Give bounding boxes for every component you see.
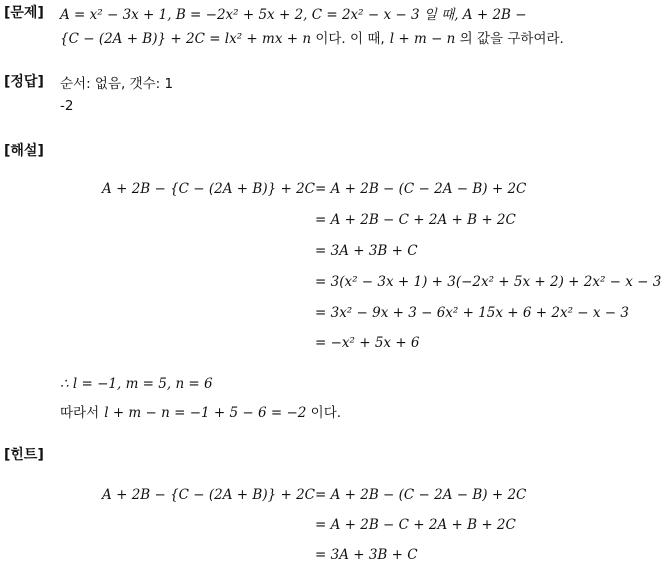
problem-expression: l + m − n [389,31,456,47]
problem-text-1: 이다. 이 때, [311,31,385,47]
problem-equation: {C − (2A + B)} + 2C = lx² + mx + n [60,31,312,47]
problem-text-2: 의 값을 구하여라. [455,31,564,47]
solution-step: = A + 2B − C + 2A + B + 2C [315,212,516,228]
solution-step: = 3A + 3B + C [315,243,418,259]
solution-lhs: A + 2B − {C − (2A + B)} + 2C [102,181,315,197]
problem-line-1: A = x² − 3x + 1, B = −2x² + 5x + 2, C = 2x² − x − 3 일 때, A + 2B − [60,7,527,23]
problem-tag: [문제] [4,5,44,21]
solution-conclusion [60,401,341,421]
hint-step: = A + 2B − (C − 2A − B) + 2C [315,487,527,503]
solution-therefore: ∴ l = −1, m = 5, n = 6 [60,376,213,392]
answer-value: -2 [60,98,74,114]
answer-tag: [정답] [4,74,44,90]
solution-tag: [해설] [4,143,44,159]
solution-step: = 3(x² − 3x + 1) + 3(−2x² + 5x + 2) + 2x² − x − 3 [315,274,662,290]
solution-step: = A + 2B − (C − 2A − B) + 2C [315,181,527,197]
solution-step: = −x² + 5x + 6 [315,335,420,351]
hint-tag: [힌트] [4,447,44,463]
answer-order: 순서: 없음, 갯수: 1 [60,76,174,92]
conclusion-prefix: 따라서 [60,405,100,421]
conclusion-suffix: 이다. [306,405,342,421]
conclusion-equation: l + m − n = −1 + 5 − 6 = −2 [104,405,307,421]
solution-step: = 3x² − 9x + 3 − 6x² + 15x + 6 + 2x² − x − 3 [315,305,629,321]
hint-lhs: A + 2B − {C − (2A + B)} + 2C [102,487,315,503]
problem-line-2 [60,27,564,47]
hint-step: = A + 2B − C + 2A + B + 2C [315,517,516,533]
hint-step: = 3A + 3B + C [315,547,418,563]
